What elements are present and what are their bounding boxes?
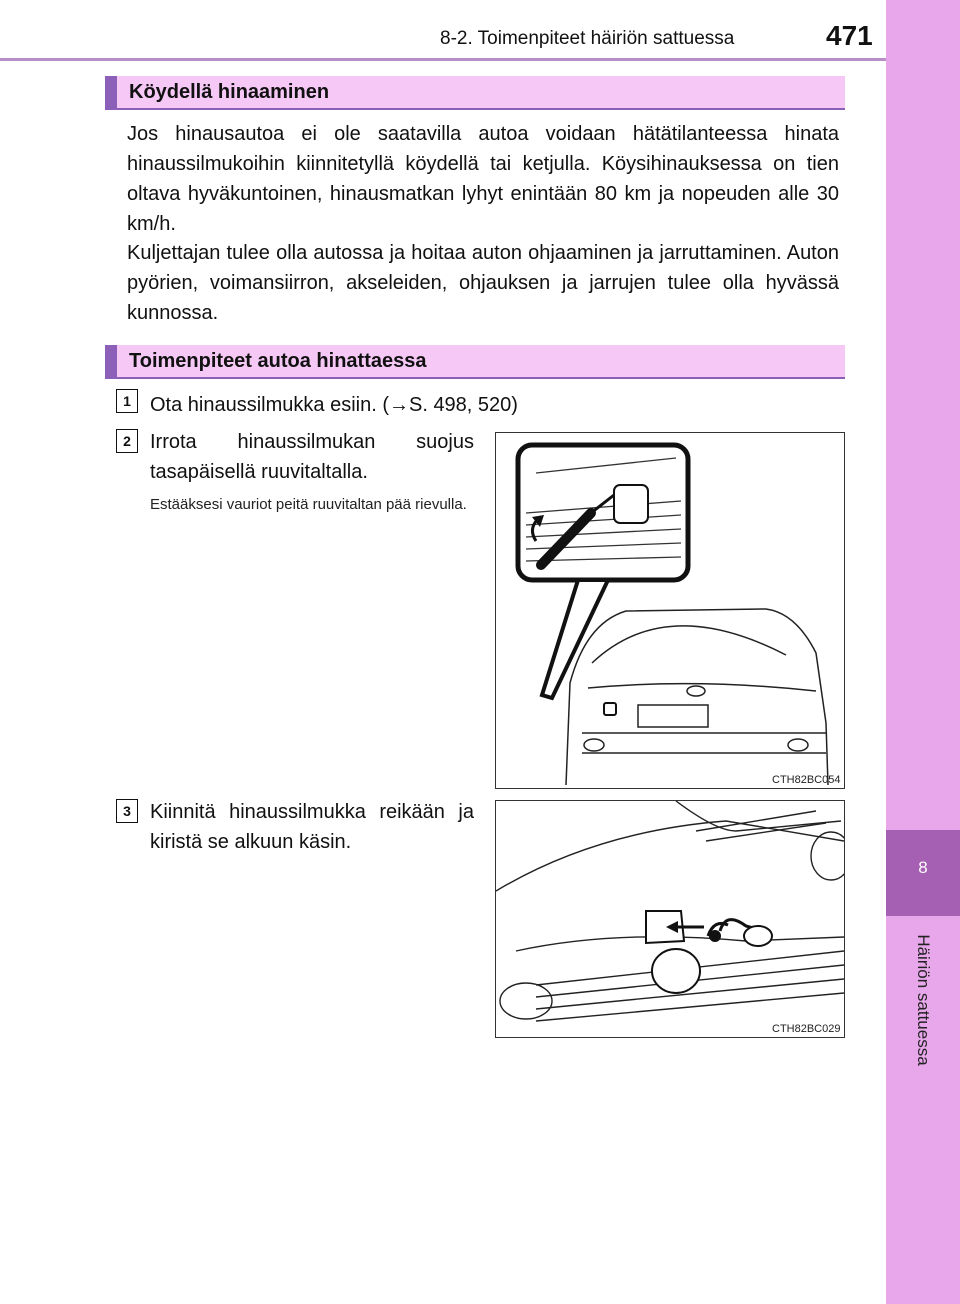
header-rule xyxy=(0,58,886,61)
step-text: Ota hinaussilmukka esiin. (→S. 498, 520) xyxy=(150,394,518,416)
paragraph-towing-conditions: Jos hinausautoa ei ole saatavilla autoa voidaan hätätilanteessa hinata hinaussilmukoihin kiinnitetyllä köydellä tai ketjulla. Köysihinauksessa on tien oltava hyväkuntoinen, hinausmatkan lyhyt enintään 80 km ja nopeuden alle 30 km/h. xyxy=(127,123,839,235)
section-title: Köydellä hinaaminen xyxy=(129,81,330,103)
figure-code: CTH82BC054 xyxy=(772,774,841,786)
figure-code: CTH82BC029 xyxy=(772,1023,841,1035)
step-number-badge: 3 xyxy=(116,799,138,823)
running-header-title: 8-2. Toimenpiteet häiriön sattuessa xyxy=(440,28,735,49)
chapter-label: Häiriön sattuessa xyxy=(914,934,933,1066)
paragraph-driver-requirements: Kuljettajan tulee olla autossa ja hoitaa auton ohjaaminen ja jarruttaminen. Auton pyörien, voimansiirron, akseleiden, ohjauksen ja jarrujen tulee olla hyvässä kunnossa. xyxy=(127,242,839,324)
figure-eyelet-installation xyxy=(495,800,845,1038)
step-text: Kiinnitä hinaussilmukka reikään ja kiristä se alkuun käsin. xyxy=(150,801,474,853)
chapter-side-strip xyxy=(886,0,960,1304)
screwdriver-cover-removal-illustration xyxy=(496,433,844,788)
page-number: 471 xyxy=(826,20,873,51)
section-header-towing-procedure xyxy=(105,345,845,379)
step-text: Irrota hinaussilmukan suojus tasapäisellä ruuvitaltalla. xyxy=(150,431,474,483)
section-title: Toimenpiteet autoa hinattaessa xyxy=(129,350,427,372)
section-header-rope-towing xyxy=(105,76,845,110)
step-number-badge: 1 xyxy=(116,389,138,413)
towing-eyelet-installation-illustration xyxy=(496,801,844,1037)
figure-cover-removal xyxy=(495,432,845,789)
chapter-number: 8 xyxy=(918,858,928,877)
step-number-badge: 2 xyxy=(116,429,138,453)
step-note: Estääksesi vauriot peitä ruuvitaltan pää rievulla. xyxy=(150,496,467,513)
